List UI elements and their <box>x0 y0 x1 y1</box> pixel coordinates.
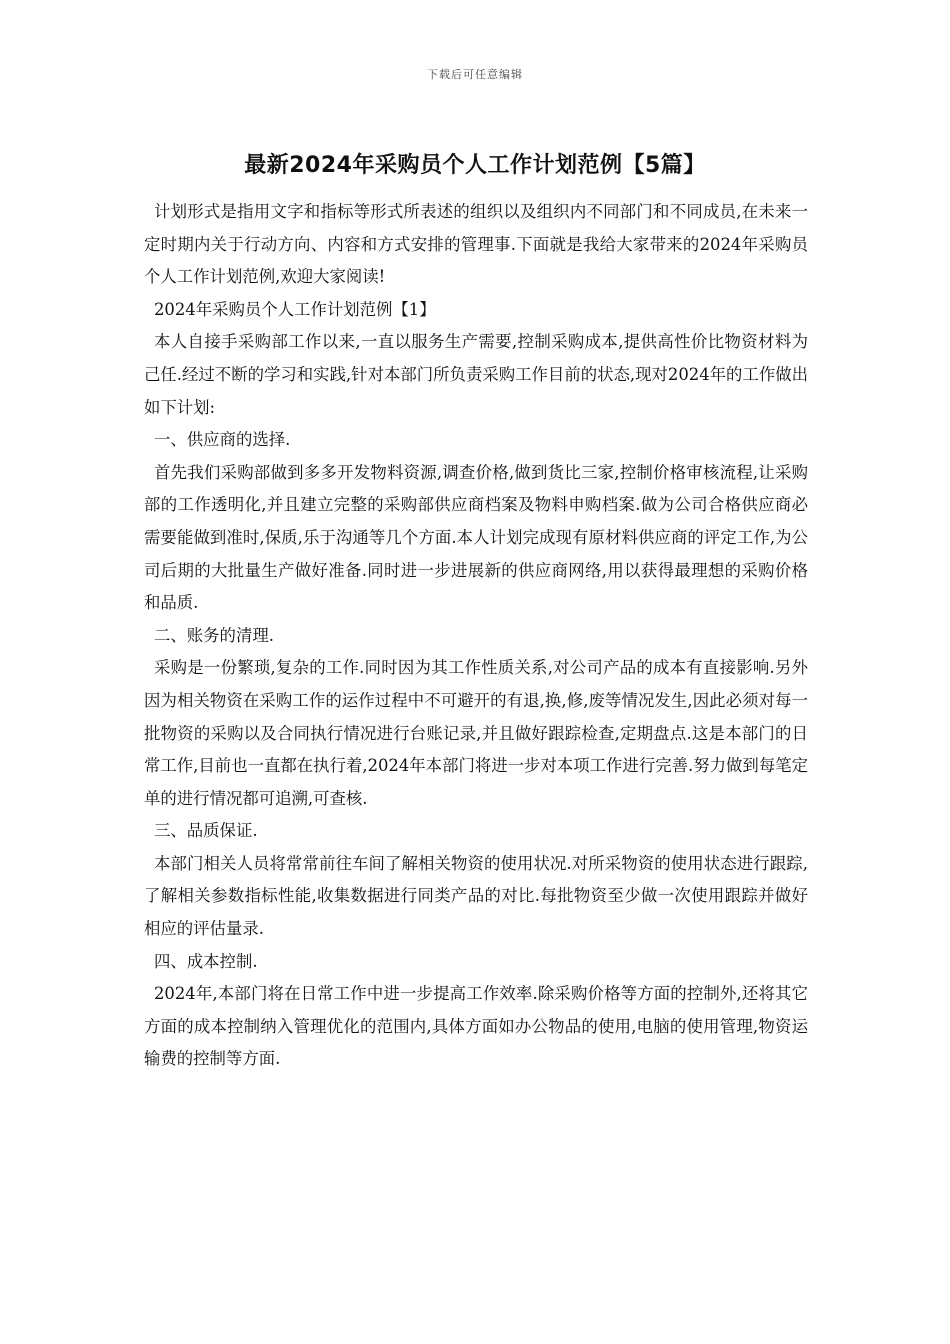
body-paragraph: 首先我们采购部做到多多开发物料资源,调查价格,做到货比三家,控制价格审核流程,让采购部的工作透明化,并且建立完整的采购部供应商档案及物料申购档案.做为公司合格供应商必需要能做到准时,保质,乐于沟通等几个方面.本人计划完成现有原材料供应商的评定工作,为公司后期的大批量生产做好准备.同时进一步进展新的供应商网络,用以获得最理想的采购价格和品质. <box>144 462 808 613</box>
heading-cost-control: 四、成本控制. <box>154 951 258 971</box>
body-paragraph: 采购是一份繁琐,复杂的工作.同时因为其工作性质关系,对公司产品的成本有直接影响.另外因为相关物资在采购工作的运作过程中不可避开的有退,换,修,废等情况发生,因此必须对每一批物资的采购以及合同执行情况进行台账记录,并且做好跟踪检查,定期盘点.这是本部门的日常工作,目前也一直都在执行着,2024年本部门将进一步对本项工作进行完善.努力做到每笔定单的进行情况都可追溯,可查核. <box>144 658 808 808</box>
section-title-example-1: 2024年采购员个人工作计划范例【1】 <box>154 299 436 319</box>
heading-quality-assurance: 三、品质保证. <box>154 821 258 841</box>
header-note: 下载后可任意编辑 <box>427 68 523 81</box>
document-title: 最新2024年采购员个人工作计划范例【5篇】 <box>244 153 706 178</box>
heading-account-cleanup: 二、账务的清理. <box>154 625 274 645</box>
body-paragraph: 2024年,本部门将在日常工作中进一步提高工作效率.除采购价格等方面的控制外,还将其它方面的成本控制纳入管理优化的范围内,具体方面如办公物品的使用,电脑的使用管理,物资运输费的控制等方面. <box>144 984 808 1069</box>
body-paragraph: 本人自接手采购部工作以来,一直以服务生产需要,控制采购成本,提供高性价比物资材料为己任.经过不断的学习和实践,针对本部门所负责采购工作目前的状态,现对2024年的工作做出如下计划: <box>144 332 808 417</box>
document-body <box>144 196 808 1076</box>
body-paragraph: 本部门相关人员将常常前往车间了解相关物资的使用状况.对所采物资的使用状态进行跟踪,了解相关参数指标性能,收集数据进行同类产品的对比.每批物资至少做一次使用跟踪并做好相应的评估量录. <box>144 853 808 939</box>
heading-supplier-selection: 一、供应商的选择. <box>154 430 291 450</box>
intro-paragraph: 计划形式是指用文字和指标等形式所表述的组织以及组织内不同部门和不同成员,在未来一定时期内关于行动方向、内容和方式安排的管理事.下面就是我给大家带来的2024年采购员个人工作计划范例,欢迎大家阅读! <box>144 202 808 287</box>
